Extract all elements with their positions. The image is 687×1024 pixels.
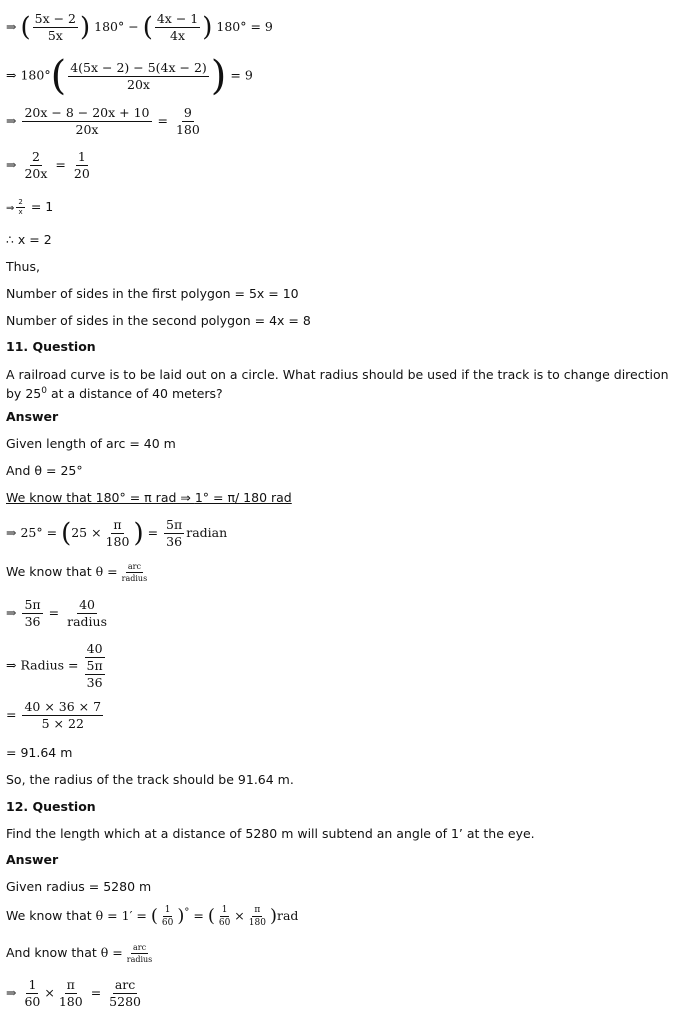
- denominator: 36: [86, 675, 103, 690]
- given-radius: Given radius = 5280 m: [6, 879, 152, 894]
- expression-text: θ = 1′ =: [95, 908, 147, 923]
- implies-symbol: ⇒: [6, 113, 17, 128]
- expression-text: 25 ×: [71, 525, 102, 540]
- expression-text: 180° = 9: [216, 19, 273, 34]
- math-line-proportion: [6, 598, 111, 629]
- multiply-sign: ×: [44, 985, 55, 1000]
- numerator: π: [254, 905, 261, 915]
- radius-result: = 91.64 m: [6, 745, 73, 760]
- implies-symbol: ⇒: [6, 985, 17, 1000]
- numerator: 9: [183, 105, 192, 120]
- numerator: 40: [86, 641, 103, 656]
- math-line-degree-to-radian: ⇒ 25° = (25 × $\frac{\pi}{180}$ ) = $\frac{5\pi}{36}$ radian: [6, 517, 228, 549]
- numerator: 5π: [86, 658, 103, 673]
- theta-formula-line-2: [6, 943, 156, 964]
- question-12-text: Find the length which at a distance of 5280 m will subtend an angle of 1’ at the eye.: [6, 826, 535, 841]
- expression-text: 180° −: [94, 19, 139, 34]
- denominator: 60: [218, 918, 231, 928]
- theta-one-minute-line: We know that θ = 1′ = ( $\frac{1}{60}$ )° = ( $\frac{1}{60}$ × $\frac{\pi}{180}$ )rad: [6, 905, 299, 928]
- numerator: arc: [127, 562, 141, 571]
- denominator: radius: [67, 614, 107, 629]
- expression-text: 180°: [20, 67, 51, 83]
- numerator: 5π: [24, 597, 41, 612]
- numerator: 5π: [166, 517, 183, 532]
- numerator: 4(5x − 2) − 5(4x − 2): [70, 59, 207, 75]
- question-text: at a distance of 40 meters?: [46, 386, 223, 402]
- math-line-substitution: [6, 700, 105, 731]
- denominator: 60: [161, 918, 174, 928]
- answer-11-label: Answer: [6, 409, 59, 424]
- equals-sign: =: [48, 605, 60, 620]
- expression-text: = 1: [30, 199, 54, 214]
- angle-value: 25: [25, 386, 42, 402]
- conversion-text: We know that 180° = π rad ⇒: [6, 490, 195, 505]
- theta-symbol: θ =: [95, 564, 118, 579]
- question-11-conclusion: So, the radius of the track should be 91.64 m.: [6, 772, 294, 787]
- numerator: arc: [114, 977, 136, 992]
- given-arc-length: Given length of arc = 40 m: [6, 436, 176, 451]
- numerator: 1: [77, 149, 86, 164]
- denominator: 5280: [109, 994, 141, 1009]
- numerator: 1: [164, 905, 171, 915]
- theta-symbol: θ =: [100, 945, 123, 960]
- implies-symbol: ⇒: [6, 19, 17, 34]
- question-text: A railroad curve is to be laid out on a circle. What radius should be used if the track is to change direction by: [6, 367, 669, 402]
- math-line-1: ⇒ ( $\frac{5x - 2}{5x}$ ) 180° − ( $\frac{4x - 1}{4x}$ ) 180° = 9: [6, 11, 273, 43]
- numerator: 40: [79, 597, 95, 612]
- first-polygon-sides: Number of sides in the first polygon = 5x = 10: [6, 286, 299, 301]
- equals-sign: =: [193, 908, 204, 923]
- numerator: 20x − 8 − 20x + 10: [24, 105, 150, 120]
- equals-sign: =: [55, 157, 66, 172]
- implies-symbol: ⇒: [6, 203, 15, 214]
- numerator: 2: [31, 149, 40, 164]
- denominator: x: [18, 208, 23, 216]
- denominator: 20x: [75, 122, 99, 137]
- denominator: 4x: [170, 28, 186, 43]
- expression-text: 25° =: [20, 525, 58, 540]
- degree-symbol: °: [184, 906, 190, 918]
- numerator: 4x − 1: [156, 11, 199, 26]
- equals-sign: =: [157, 113, 168, 128]
- intro-text: And know that: [6, 945, 97, 960]
- given-theta: And θ = 25°: [6, 463, 83, 478]
- denominator: 20x: [24, 166, 48, 181]
- implies-symbol: ⇒: [6, 525, 17, 540]
- denominator: 36: [24, 614, 41, 629]
- numerator: 40 × 36 × 7: [24, 699, 102, 714]
- conversion-fact: [6, 490, 292, 505]
- multiply-sign: ×: [234, 908, 245, 923]
- unit-text: rad: [277, 908, 299, 923]
- denominator: radius: [126, 955, 153, 964]
- theta-formula-line: [6, 562, 151, 583]
- math-line-3: [6, 106, 204, 137]
- denominator: 36: [166, 534, 183, 549]
- question-11-text: [6, 366, 682, 402]
- numerator: π: [113, 517, 122, 532]
- numerator: 1: [221, 905, 228, 915]
- denominator: 20x: [127, 76, 150, 92]
- degree-superscript: 0: [41, 386, 47, 396]
- intro-text: We know that: [6, 908, 92, 923]
- question-12-heading: 12. Question: [6, 799, 96, 814]
- implies-symbol: ⇒: [6, 657, 17, 673]
- expression-text: = 9: [230, 67, 253, 83]
- implies-symbol: ⇒: [6, 605, 17, 620]
- math-line-radius: [6, 642, 107, 690]
- denominator: 180: [58, 994, 83, 1009]
- denominator: 5x: [47, 28, 63, 43]
- question-11-heading: 11. Question: [6, 339, 96, 354]
- denominator: 5 × 22: [41, 716, 84, 731]
- equals-sign: =: [90, 985, 102, 1000]
- implies-symbol: ⇒: [6, 67, 17, 83]
- expression-text: Radius =: [20, 657, 79, 673]
- math-line-5: [6, 199, 53, 216]
- numerator: 2: [18, 198, 23, 206]
- math-line-arc-equation: [6, 978, 145, 1009]
- implies-symbol: ⇒: [6, 157, 17, 172]
- denominator: 180: [175, 122, 200, 137]
- denominator: radius: [121, 574, 148, 583]
- denominator: 180: [105, 534, 130, 549]
- unit-text: radian: [186, 525, 228, 540]
- numerator: 1: [28, 977, 37, 992]
- intro-text: We know that: [6, 564, 92, 579]
- thus-text: Thus,: [6, 259, 40, 274]
- equals-sign: =: [6, 707, 17, 722]
- therefore-line: ∴ x = 2: [6, 232, 52, 247]
- compound-denominator: [85, 658, 105, 690]
- numerator: π: [66, 977, 75, 992]
- denominator: 180: [248, 918, 266, 928]
- denominator: 20: [73, 166, 90, 181]
- math-line-4: [6, 150, 94, 181]
- conversion-text: 1° = π/ 180 rad: [194, 490, 292, 505]
- second-polygon-sides: Number of sides in the second polygon = 4x = 8: [6, 313, 311, 328]
- math-line-2: ⇒ 180°( $\frac{4(5x - 2) - 5(4x - 2)}{20x}$ ) = 9: [6, 53, 253, 99]
- equals-sign: =: [147, 525, 159, 540]
- answer-12-label: Answer: [6, 852, 59, 867]
- denominator: 60: [24, 994, 41, 1009]
- numerator: arc: [132, 943, 147, 952]
- numerator: 5x − 2: [34, 11, 77, 26]
